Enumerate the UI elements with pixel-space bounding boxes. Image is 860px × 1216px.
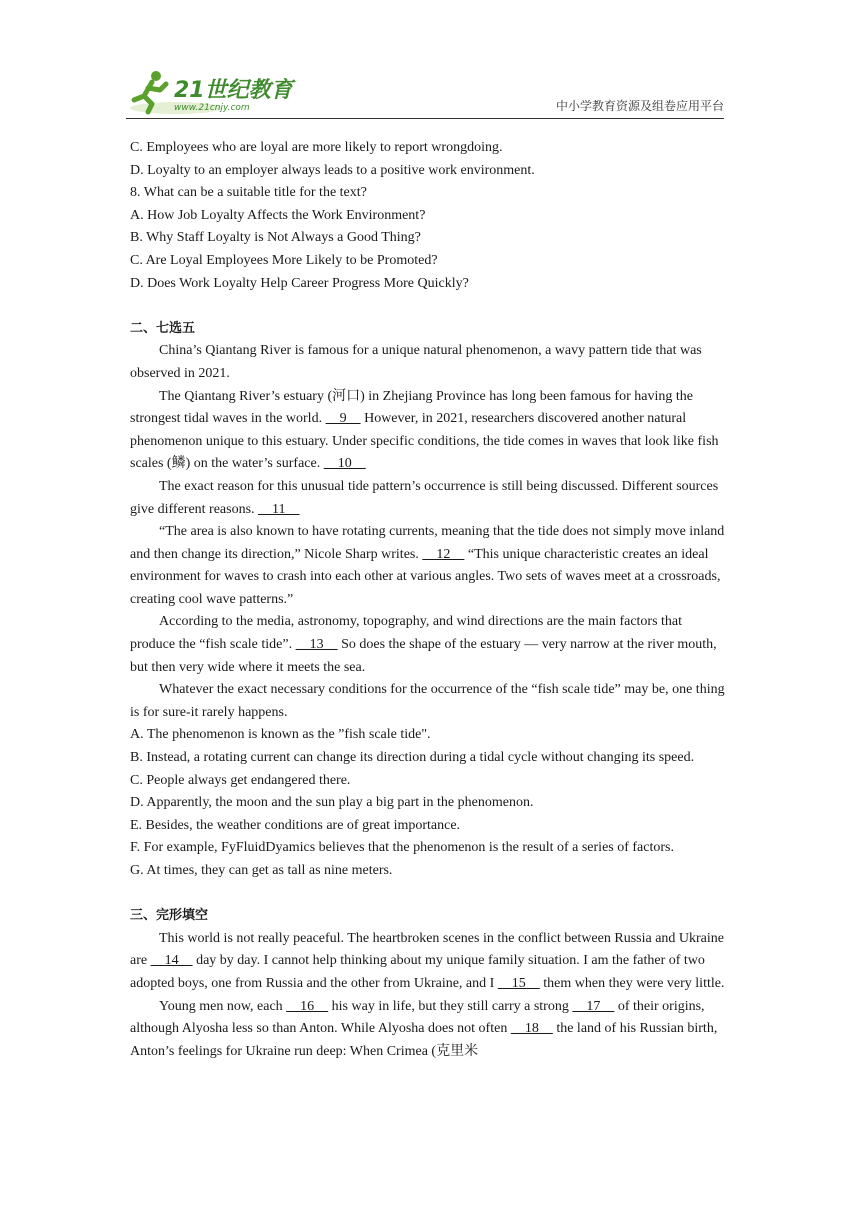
svg-text:www.21cnjy.com: www.21cnjy.com	[174, 103, 250, 113]
blank-10: 10	[323, 456, 366, 472]
page-header	[126, 66, 724, 119]
blank-9: 9	[325, 411, 361, 427]
section2-paragraph-1: China’s Qiantang River is famous for a unique natural phenomenon, a wavy pattern tide that was observed in 2021.	[130, 343, 702, 381]
blank-12: 12	[422, 546, 465, 562]
blank-13: 13	[295, 637, 338, 653]
section2-option-f: F. For example, FyFluidDyamics believes that the phenomenon is the result of a series of factors.	[130, 840, 674, 856]
section2-paragraph-6: Whatever the exact necessary conditions for the occurrence of the “fish scale tide” may be, one thing is for sure-it rarely happens.	[130, 682, 725, 720]
section2-option-g: G. At times, they can get as tall as nine meters.	[130, 863, 393, 878]
q7-option-d: D. Loyalty to an employer always leads to a positive work environment.	[130, 162, 535, 178]
document-body	[130, 137, 730, 1063]
section2-paragraph-5: According to the media, astronomy, topography, and wind directions are the main factors that produce the “fish scale tide”. 13 So does the shape of the estuary — very narrow at the river mouth, but then very wide where it meets the sea.	[130, 614, 717, 675]
section2-paragraph-3: The exact reason for this unusual tide pattern’s occurrence is still being discussed. Different sources give different reasons. 11	[130, 478, 719, 517]
q7-option-c: C. Employees who are loyal are more likely to report wrongdoing.	[130, 140, 503, 155]
header-tagline: 中小学教育资源及组卷应用平台	[555, 99, 724, 113]
section2-option-a: A. The phenomenon is known as the ”fish scale tide".	[130, 727, 431, 743]
blank-16: 16	[286, 998, 329, 1014]
blank-15: 15	[497, 975, 540, 991]
site-logo	[126, 66, 296, 118]
section2-option-c: C. People always get endangered there.	[130, 772, 351, 788]
q8-option-c: C. Are Loyal Employees More Likely to be Promoted?	[130, 252, 438, 268]
blank-14: 14	[150, 953, 193, 969]
blank-18: 18	[510, 1021, 553, 1037]
section2-paragraph-4: “The area is also known to have rotating currents, meaning that the tide does not simply move inland and then change its direction,” Nicole Sharp writes. 12 “This unique characteristic creates an ideal environment for waves to crash into each other at various angles. Two sets of waves meet at a crossroads, creating cool wave patterns.”	[130, 524, 725, 607]
section2-paragraph-2: The Qiantang River’s estuary (河口) in Zhejiang Province has long been famous for having the strongest tidal waves in the world. 9 However, in 2021, researchers discovered another natural phenomenon unique to this estuary. Under specific conditions, the tide comes in waves that look like fish scales (鳞) on the water’s surface. 10	[130, 388, 719, 472]
q8-option-a: A. How Job Loyalty Affects the Work Environment?	[130, 207, 426, 223]
svg-text:21世纪教育: 21世纪教育	[174, 78, 293, 103]
q8-question: 8. What can be a suitable title for the text?	[130, 185, 367, 201]
blank-17: 17	[572, 998, 615, 1014]
section3-paragraph-1: This world is not really peaceful. The heartbroken scenes in the conflict between Russia and Ukraine are 14 day by day. I cannot help thinking about my unique family situation. I am the father of two adopted boys, one from Russia and the other from Ukraine, and I 15 them when they were very little.	[130, 930, 725, 991]
section3-paragraph-2: Young men now, each 16 his way in life, but they still carry a strong 17 of their origins, although Alyosha less so than Anton. While Alyosha does not often 18 the land of his Russian birth, Anton’s feelings for Ukraine run deep: When Crimea (克里米	[130, 998, 718, 1059]
section2-option-b: B. Instead, a rotating current can change its direction during a tidal cycle without changing its speed.	[130, 750, 695, 766]
q8-option-b: B. Why Staff Loyalty is Not Always a Good Thing?	[130, 230, 421, 246]
section2-title: 二、七选五	[130, 320, 196, 336]
blank-11: 11	[258, 501, 300, 517]
section3-title: 三、完形填空	[130, 908, 209, 924]
section2-option-d: D. Apparently, the moon and the sun play a big part in the phenomenon.	[130, 795, 534, 811]
section2-option-e: E. Besides, the weather conditions are of great importance.	[130, 817, 461, 833]
q8-option-d: D. Does Work Loyalty Help Career Progress More Quickly?	[130, 275, 469, 291]
